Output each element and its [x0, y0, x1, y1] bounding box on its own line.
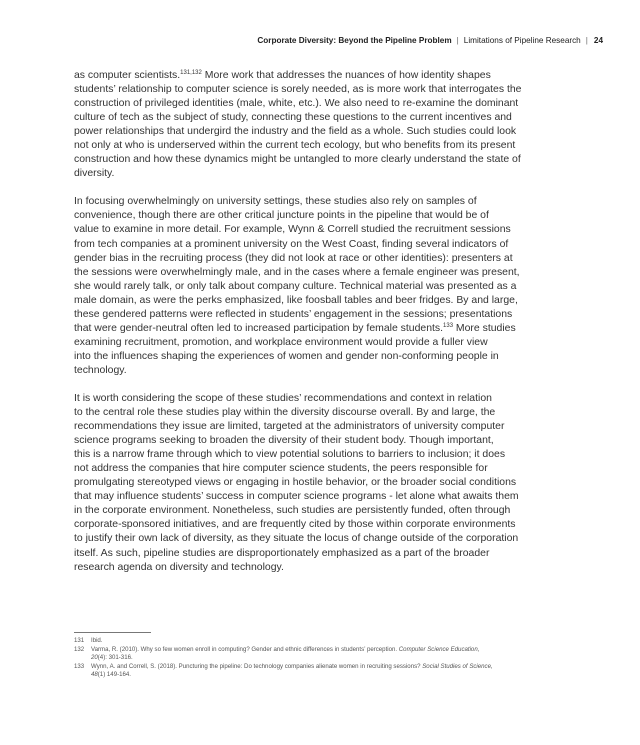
text-run: that may influence students’ success in computer science programs - let alone what awaits them: [74, 491, 519, 503]
footnote-text: [91, 637, 574, 646]
text-line: [74, 139, 574, 153]
text-run: to justify their own lack of diversity, as they situate the locus of change outside of the corporation: [74, 533, 519, 545]
header-separator: |: [456, 36, 459, 45]
footnote-reference[interactable]: 131,132: [180, 70, 202, 76]
text-run: that were gender-neutral often led to increased participation by female students.: [74, 322, 444, 334]
text-line: [74, 322, 574, 336]
footnote-reference[interactable]: 133: [443, 322, 454, 329]
text-run: construction of privileged identities (male, white, etc.). We also need to re-examine the dominant: [74, 98, 519, 110]
text-run: technology.: [74, 364, 127, 376]
text-line: [74, 209, 574, 223]
text-run: examining recruitment, promotion, and workplace environment would provide a fuller view: [74, 336, 488, 348]
text-line: [74, 406, 574, 420]
header-separator: |: [585, 36, 588, 45]
document-title: Corporate Diversity: Beyond the Pipeline Problem: [257, 36, 452, 45]
text-run: itself. As such, pipeline studies are disproportionately emphasized as a part of the broader: [74, 547, 490, 559]
body-paragraph: [74, 195, 574, 378]
text-line: [74, 364, 574, 378]
text-line: [74, 392, 574, 406]
text-line: [74, 420, 574, 434]
text-run: It is worth considering the scope of these studies’ recommendations and context in relation: [74, 392, 492, 404]
text-line: [74, 111, 574, 125]
text-line: [74, 167, 574, 181]
text-run: research agenda on diversity and technology.: [74, 561, 284, 573]
footnote-line: [91, 637, 574, 646]
text-line: [74, 462, 574, 476]
text-run: promulgating stereotyped views or engaging in hostile behavior, or the broader social conditions: [74, 477, 517, 489]
citation-source: Social Studies of Science,: [422, 662, 493, 670]
citation-source: 48: [91, 671, 98, 679]
citation-text: (1) 149-164.: [97, 671, 131, 679]
text-line: [74, 69, 574, 83]
footnote-line: [91, 663, 574, 672]
text-line: [74, 97, 574, 111]
text-run: students’ relationship to computer science is sorely needed, as is more work that interrogates the: [74, 84, 522, 96]
text-run: not address the companies that hire computer science students, the peers responsible for: [74, 463, 488, 475]
citation-text: (4): 301-316.: [97, 654, 133, 662]
text-run: power relationships that undergird the industry and the field as a whole. Such studies could look: [74, 126, 517, 138]
text-line: [74, 504, 574, 518]
text-line: [74, 238, 574, 252]
citation-source: Computer Science Education,: [398, 645, 480, 653]
text-line: [74, 547, 574, 561]
text-run: into the influences shaping the experiences of women and gender non-conforming people in: [74, 350, 499, 362]
citation-text: Wynn, A. and Correll, S. (2018). Puncturing the pipeline: Do technology companies alienate women in recruiting sessions?: [91, 662, 423, 670]
text-run: recommendations they issue are limited, targeted at the administrators of university computer: [74, 421, 505, 433]
text-run: these gendered patterns were reflected in students’ engagement in the sessions; presentations: [74, 308, 513, 320]
text-line: [74, 83, 574, 97]
text-run: corporate-sponsored initiatives, and are frequently cited by those within corporate environments: [74, 519, 516, 531]
text-line: [74, 280, 574, 294]
text-run: science programs seeking to broaden the diversity of their student body. Though important,: [74, 435, 494, 447]
footnote-line: [91, 654, 574, 663]
text-run: the sessions were overwhelmingly male, and in the cases where a female engineer was present,: [74, 266, 520, 278]
text-run: male domain, as were the perks emphasized, like foosball tables and beer fridges. By and large,: [74, 294, 518, 306]
text-run: diversity.: [74, 168, 115, 180]
text-line: [74, 532, 574, 546]
text-line: [74, 350, 574, 364]
footnote-line: [91, 646, 574, 655]
text-line: [74, 223, 574, 237]
footnote-rule: [74, 632, 151, 633]
body-paragraph: [74, 392, 574, 575]
text-line: [74, 336, 574, 350]
footnote: [74, 663, 574, 680]
page-number: 24: [593, 36, 603, 45]
text-run: value to examine in more detail. For example, Wynn & Correll studied the recruitment sessions: [74, 224, 511, 236]
text-run: from tech companies at a prominent university on the West Coast, finding several indicators of: [74, 238, 509, 250]
text-line: [74, 153, 574, 167]
citation-source: 20: [91, 654, 98, 662]
footnote-number: 131: [74, 637, 85, 644]
text-run: More work that addresses the nuances of how identity shapes: [201, 70, 491, 81]
running-header: [257, 36, 603, 45]
body-text: [74, 69, 574, 589]
text-line: [74, 518, 574, 532]
footnote-number: 132: [74, 645, 85, 653]
text-run: as computer scientists.: [74, 70, 181, 81]
text-run: to the central role these studies play within the diversity discourse overall. By and large, the: [74, 407, 496, 419]
text-line: [74, 125, 574, 139]
text-line: [74, 308, 574, 322]
footnote-number: 133: [74, 662, 85, 670]
text-run: More studies: [453, 322, 516, 334]
citation-text: Varma, R. (2010). Why so few women enroll in computing? Gender and ethnic differences in students’ perception.: [91, 645, 399, 653]
text-run: convenience, though there are other critical juncture points in the pipeline that would be of: [74, 210, 489, 222]
footnotes: [74, 637, 574, 680]
text-run: culture of tech as the subject of study, connecting these questions to the current incentives and: [74, 112, 512, 124]
text-line: [74, 195, 574, 209]
text-run: she would rarely talk, or only talk about company culture. Technical material was presented as a: [74, 280, 517, 292]
text-run: not only at who is underserved within the current tech ecology, but who benefits from its present: [74, 140, 516, 152]
footnote-text: [91, 646, 574, 663]
text-line: [74, 252, 574, 266]
footnote-text: [91, 663, 574, 680]
footnote-line: [91, 671, 574, 680]
text-line: [74, 561, 574, 575]
text-run: In focusing overwhelmingly on university settings, these studies also rely on samples of: [74, 196, 477, 208]
footnote: [74, 637, 574, 646]
text-run: construction and how these dynamics might be untangled to more clearly understand the state of: [74, 154, 521, 166]
text-run: in the corporate environment. Nonetheless, such studies are persistently funded, often through: [74, 505, 511, 517]
text-line: [74, 434, 574, 448]
text-run: gender bias in the recruiting process (they did not look at race or other identities): presenters at: [74, 252, 513, 264]
text-line: [74, 490, 574, 504]
text-line: [74, 294, 574, 308]
footnote: [74, 646, 574, 663]
body-paragraph: [74, 69, 574, 181]
text-run: this is a narrow frame through which to view potential solutions to barriers to inclusion; it does: [74, 449, 506, 461]
text-line: [74, 448, 574, 462]
citation-text: Ibid.: [91, 637, 103, 644]
section-title: Limitations of Pipeline Research: [463, 36, 581, 45]
text-line: [74, 266, 574, 280]
text-line: [74, 476, 574, 490]
